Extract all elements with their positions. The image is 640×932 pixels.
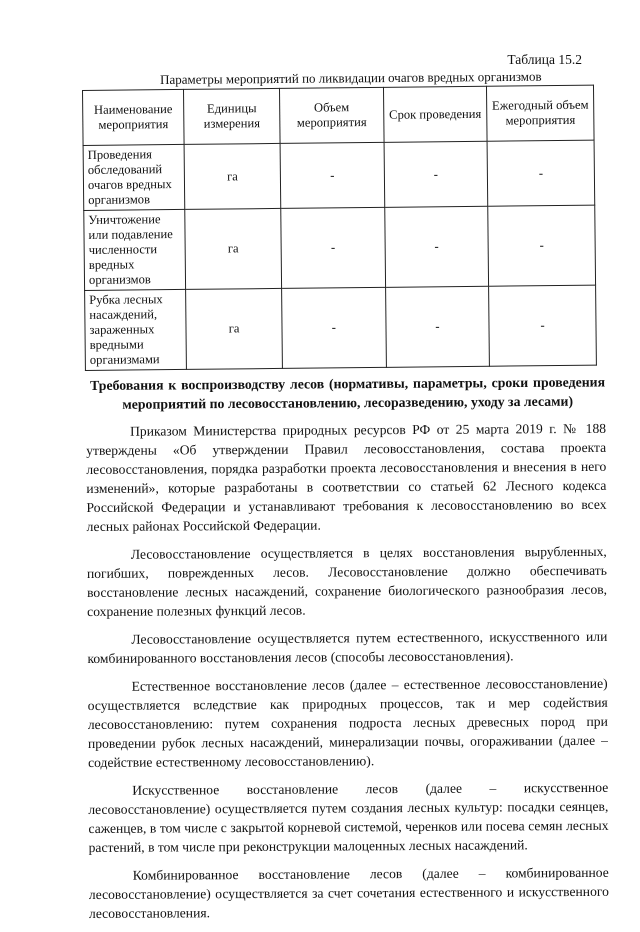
parameters-table <box>82 85 597 371</box>
row-term: - <box>385 286 489 367</box>
table-caption: Параметры мероприятий по ликвидации очагов вредных организмов <box>160 68 542 87</box>
row-name: Рубка лесных насаждений, зараженных вредными организмами <box>85 289 187 370</box>
table-container <box>82 85 597 371</box>
row-volume: - <box>280 142 384 208</box>
body-text <box>86 419 609 932</box>
paragraph: Лесовосстановление осуществляется в целях восстановления вырубленных, погибших, поврежденных лесов. Лесовосстановление должно обеспечивать восстановление лесных насаждений, сохранение биологического разнообразия лесов, сохранение полезных функций лесов. <box>86 543 608 619</box>
table-header-row <box>83 85 595 145</box>
table-row <box>85 285 597 370</box>
header-name: Наименование мероприятия <box>83 89 185 145</box>
header-term: Срок проведения <box>383 86 487 142</box>
row-annual: - <box>487 140 594 206</box>
row-name: Уничтожение или подавление численности вредных организмов <box>84 209 186 290</box>
header-volume: Объем мероприятия <box>280 87 384 143</box>
row-annual: - <box>488 205 596 286</box>
header-unit: Единицы измерения <box>184 88 281 144</box>
table-row <box>83 140 595 210</box>
row-term: - <box>384 141 488 207</box>
paragraph: Комбинированное восстановление лесов (далее – комбинированное лесовосстановление) осуществляется за счет сочетания естественного и искусственного лесовосстановления. <box>88 864 609 921</box>
paragraph: Естественное восстановление лесов (далее – естественное лесовосстановление) осуществляется вследствие как природных процессов, так и мер содействия лесовосстановлению: путем сохранения подроста лесных древесных пород при проведении рубок лесных насаждений, минерализации почвы, огораживании (далее – содействие естественному лесовосстановлению). <box>87 675 609 770</box>
row-volume: - <box>281 207 386 288</box>
row-unit: га <box>185 208 282 289</box>
table-number: Таблица 15.2 <box>507 52 582 67</box>
paragraph: Лесовосстановление осуществляется путем естественного, искусственного или комбинированного восстановления лесов (способы лесовосстановления). <box>87 628 608 666</box>
row-annual: - <box>489 285 597 366</box>
row-term: - <box>384 206 488 287</box>
row-name: Проведения обследований очагов вредных организмов <box>83 144 185 210</box>
row-unit: га <box>184 143 281 209</box>
section-heading: Требования к воспроизводству лесов (нормативы, параметры, сроки проведения мероприятий по лесовосстановлению, лесоразведению, уходу за лесами) <box>90 374 606 412</box>
table-row <box>84 205 596 290</box>
row-unit: га <box>186 288 283 369</box>
paragraph: Приказом Министерства природных ресурсов РФ от 25 марта 2019 г. № 188 утверждены «Об утверждении Правил лесовосстановления, состава проекта лесовосстановления, порядка разработки проекта лесовосстановления и внесения в него изменений», которые разработаны в соответствии со статьей 62 Лесного кодекса Российской Федерации и устанавливают требования к лесовосстановлению во всех лесных районах Российской Федерации. <box>86 420 607 534</box>
header-annual: Ежегодный объем мероприятия <box>487 85 594 141</box>
paragraph: Искусственное восстановление лесов (далее – искусственное лесовосстановление) осуществляется путем создания лесных культур: посадки сеянцев, саженцев, в том числе с закрытой корневой системой, черенков или посева семян лесных растений, в том числе при реконструкции малоценных лесных насаждений. <box>88 779 609 855</box>
row-volume: - <box>282 287 387 368</box>
